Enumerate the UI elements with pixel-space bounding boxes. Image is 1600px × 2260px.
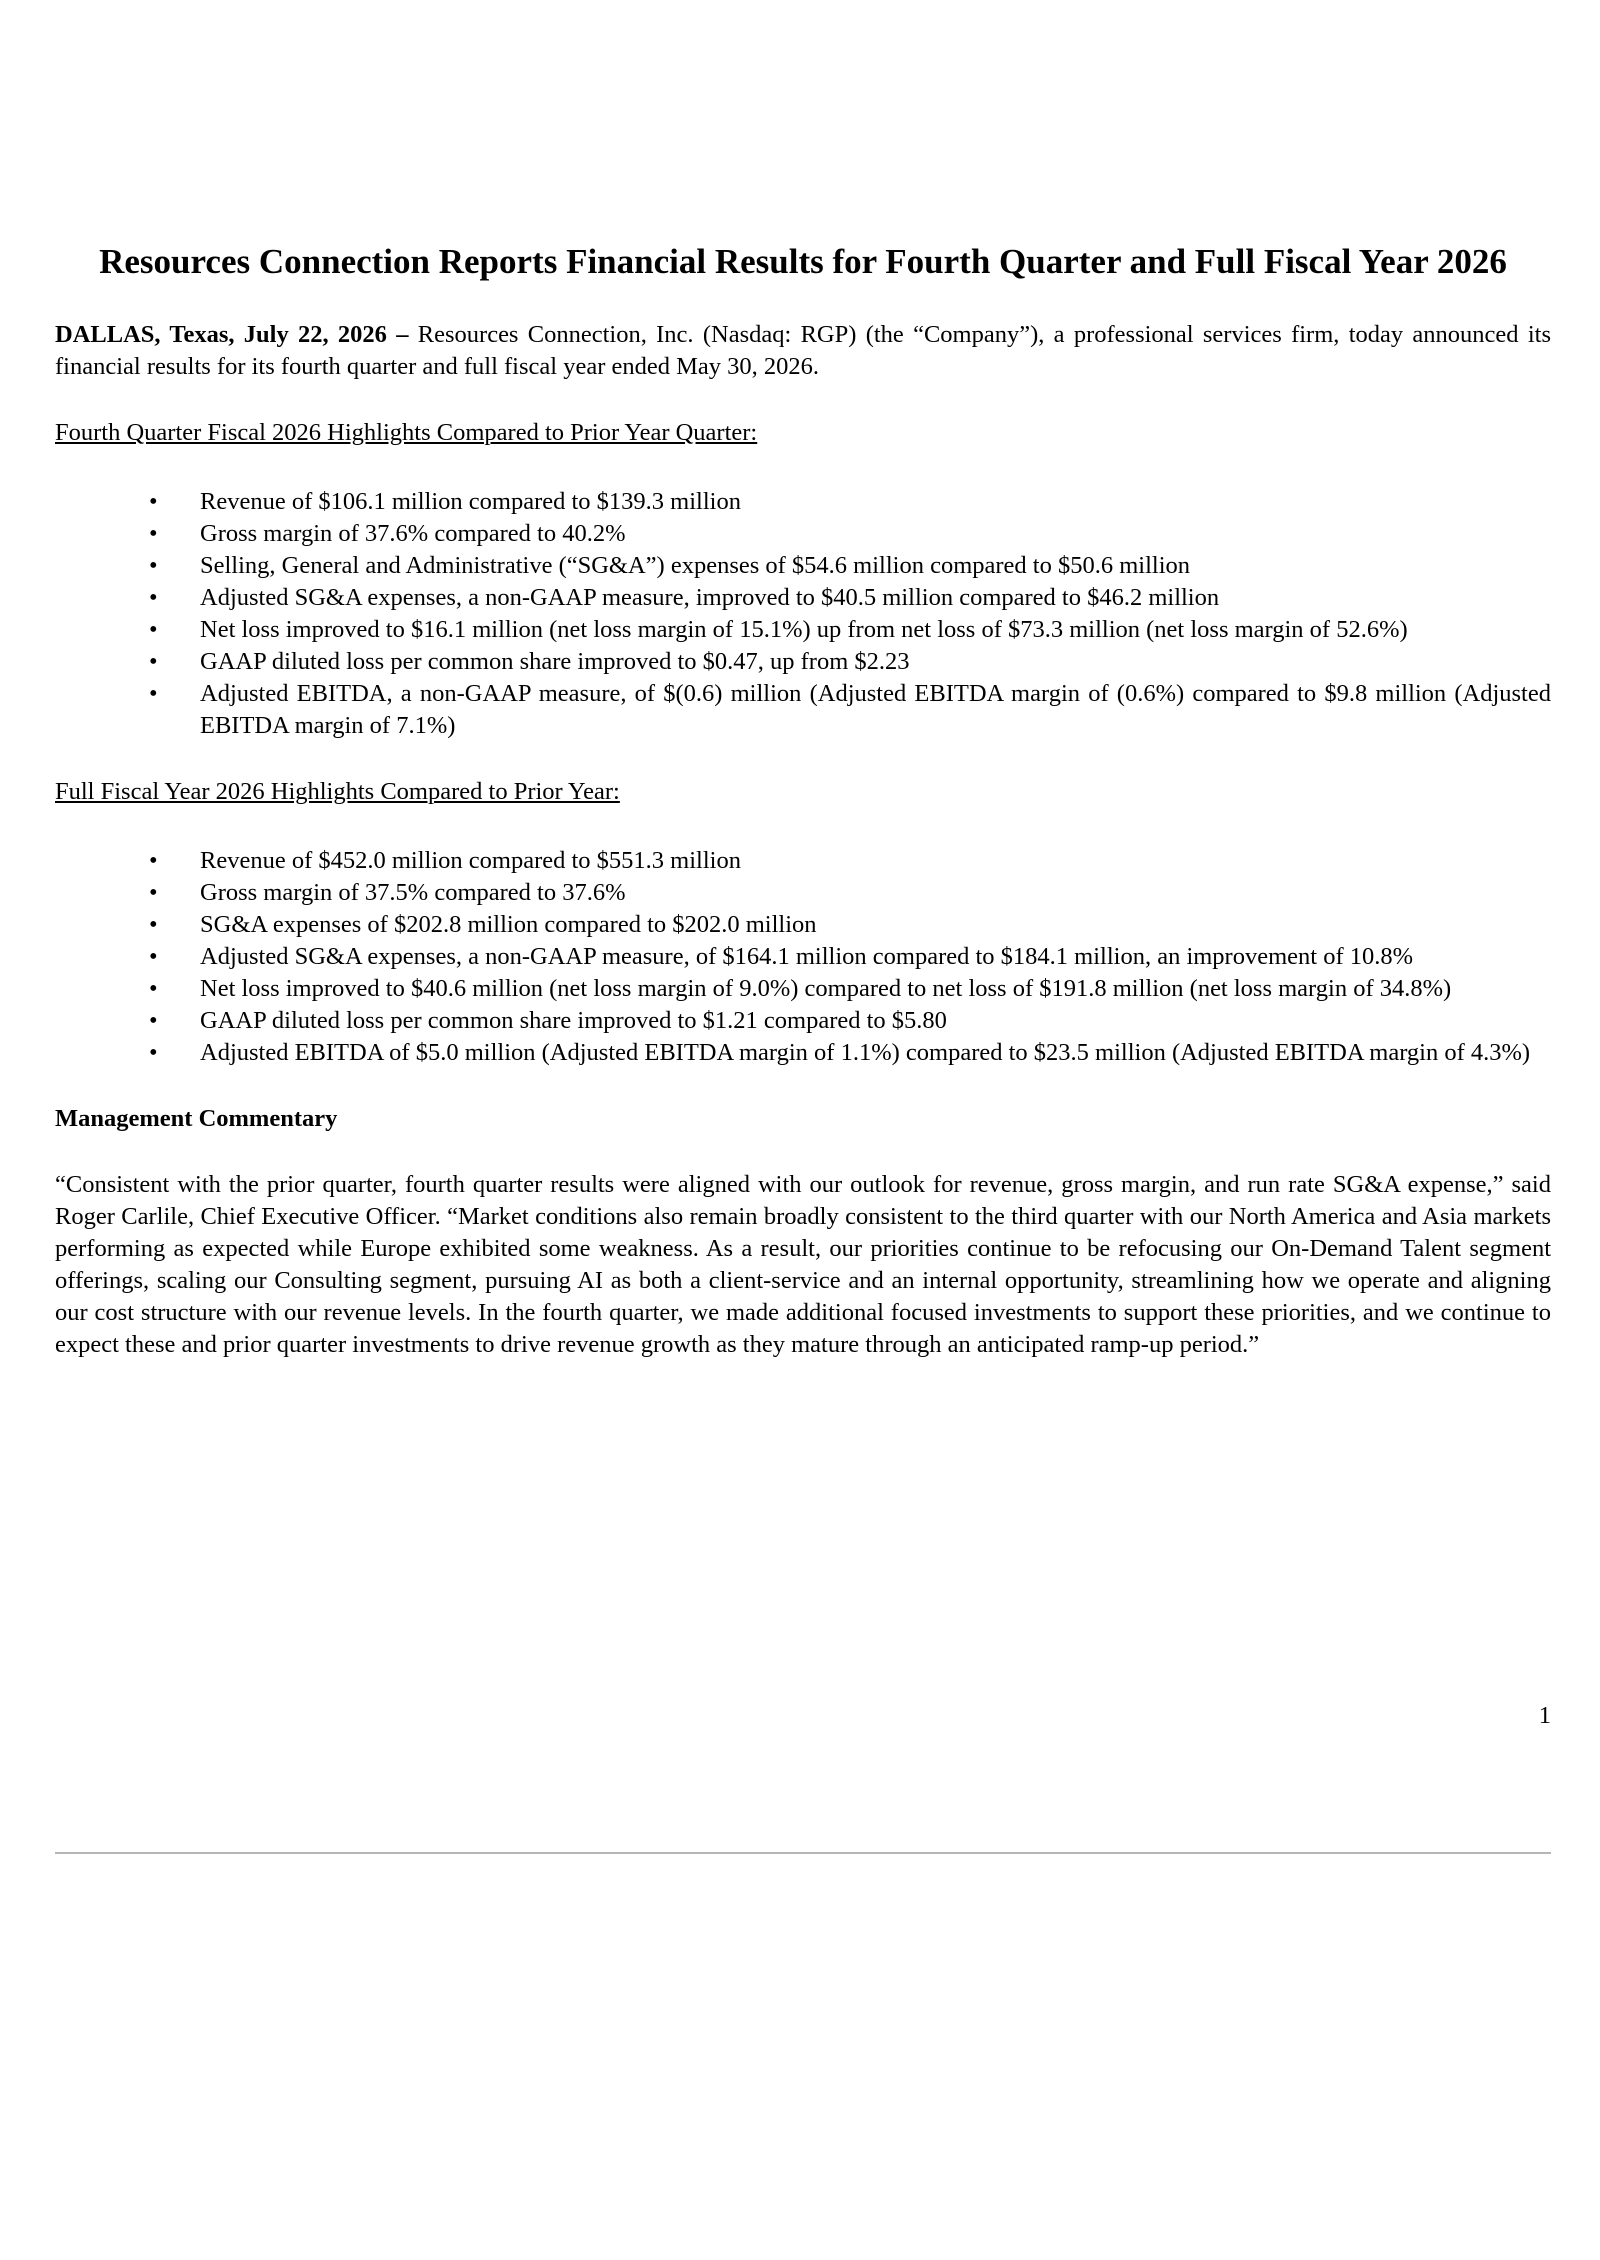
dateline-location-date: DALLAS, Texas, July 22, 2026 – [55, 321, 409, 348]
list-item: • Gross margin of 37.5% compared to 37.6% [55, 877, 1551, 909]
q4-highlights-heading: Fourth Quarter Fiscal 2026 Highlights Compared to Prior Year Quarter: [55, 419, 758, 446]
bullet-icon: • [149, 584, 158, 611]
page-divider [55, 1852, 1551, 1854]
page-number: 1 [1538, 1702, 1551, 1729]
list-item: • SG&A expenses of $202.8 million compared to $202.0 million [55, 909, 1551, 941]
management-commentary-heading: Management Commentary [55, 1105, 338, 1132]
list-item: • Selling, General and Administrative (“SG&A”) expenses of $54.6 million compared to $50.6 million [55, 550, 1551, 582]
bullet-icon: • [149, 520, 158, 547]
list-item: • Revenue of $106.1 million compared to $139.3 million [55, 486, 1551, 518]
q4-highlights-list [55, 486, 1551, 742]
list-item: • Adjusted SG&A expenses, a non-GAAP measure, of $164.1 million compared to $184.1 million, an improvement of 10.8% [55, 941, 1551, 973]
list-item: • Net loss improved to $40.6 million (net loss margin of 9.0%) compared to net loss of $191.8 million (net loss margin of 34.8%) [55, 973, 1551, 1005]
bullet-icon: • [149, 1039, 158, 1066]
bullet-icon: • [149, 1007, 158, 1034]
fy-highlights-list [55, 845, 1551, 1069]
list-item: • Adjusted EBITDA of $5.0 million (Adjusted EBITDA margin of 1.1%) compared to $23.5 million (Adjusted EBITDA margin of 4.3%) [55, 1037, 1551, 1069]
bullet-icon: • [149, 488, 158, 515]
bullet-icon: • [149, 943, 158, 970]
document-title: Resources Connection Reports Financial Results for Fourth Quarter and Full Fiscal Year 2026 [99, 242, 1507, 281]
list-item: • Adjusted EBITDA, a non-GAAP measure, of $(0.6) million (Adjusted EBITDA margin of (0.6%) compared to $9.8 million (Adjusted EBITDA margin of 7.1%) [149, 680, 1551, 739]
fy-highlights-heading: Full Fiscal Year 2026 Highlights Compared to Prior Year: [55, 778, 620, 805]
management-commentary-text: “Consistent with the prior quarter, fourth quarter results were aligned with our outlook for revenue, gross margin, and run rate SG&A expense,” said Roger Carlile, Chief Executive Officer. “Market conditions also remain broadly consistent to the third quarter with our North America and Asia markets performing as expected while Europe exhibited some weakness. As a result, our priorities continue to be refocusing our On-Demand Talent segment offerings, scaling our Consulting segment, pursuing AI as both a client-service and an internal opportunity, streamlining how we operate and aligning our cost structure with our revenue levels. In the fourth quarter, we made additional focused investments to support these priorities, and we continue to expect these and prior quarter investments to drive revenue growth as they mature through an anticipated ramp-up period.” [55, 1171, 1551, 1358]
list-item: • Adjusted SG&A expenses, a non-GAAP measure, improved to $40.5 million compared to $46.2 million [55, 582, 1551, 614]
bullet-icon: • [149, 879, 158, 906]
bullet-icon: • [149, 648, 158, 675]
bullet-icon: • [149, 680, 158, 707]
list-item: • GAAP diluted loss per common share improved to $1.21 compared to $5.80 [55, 1005, 1551, 1037]
bullet-icon: • [149, 616, 158, 643]
bullet-icon: • [149, 975, 158, 1002]
list-item: • Net loss improved to $16.1 million (net loss margin of 15.1%) up from net loss of $73.3 million (net loss margin of 52.6%) [55, 614, 1551, 646]
list-item: • Gross margin of 37.6% compared to 40.2% [55, 518, 1551, 550]
list-item: • Revenue of $452.0 million compared to $551.3 million [55, 845, 1551, 877]
dateline-paragraph [55, 319, 1551, 383]
dateline-text: Resources Connection, Inc. (Nasdaq: RGP) (the “Company”), a professional services firm, today announced its financial results for its fourth quarter and full fiscal year ended May 30, 2026. [55, 321, 1551, 380]
bullet-icon: • [149, 911, 158, 938]
list-item: • GAAP diluted loss per common share improved to $0.47, up from $2.23 [55, 646, 1551, 678]
document-page [55, 0, 1551, 1361]
bullet-icon: • [149, 552, 158, 579]
bullet-icon: • [149, 847, 158, 874]
